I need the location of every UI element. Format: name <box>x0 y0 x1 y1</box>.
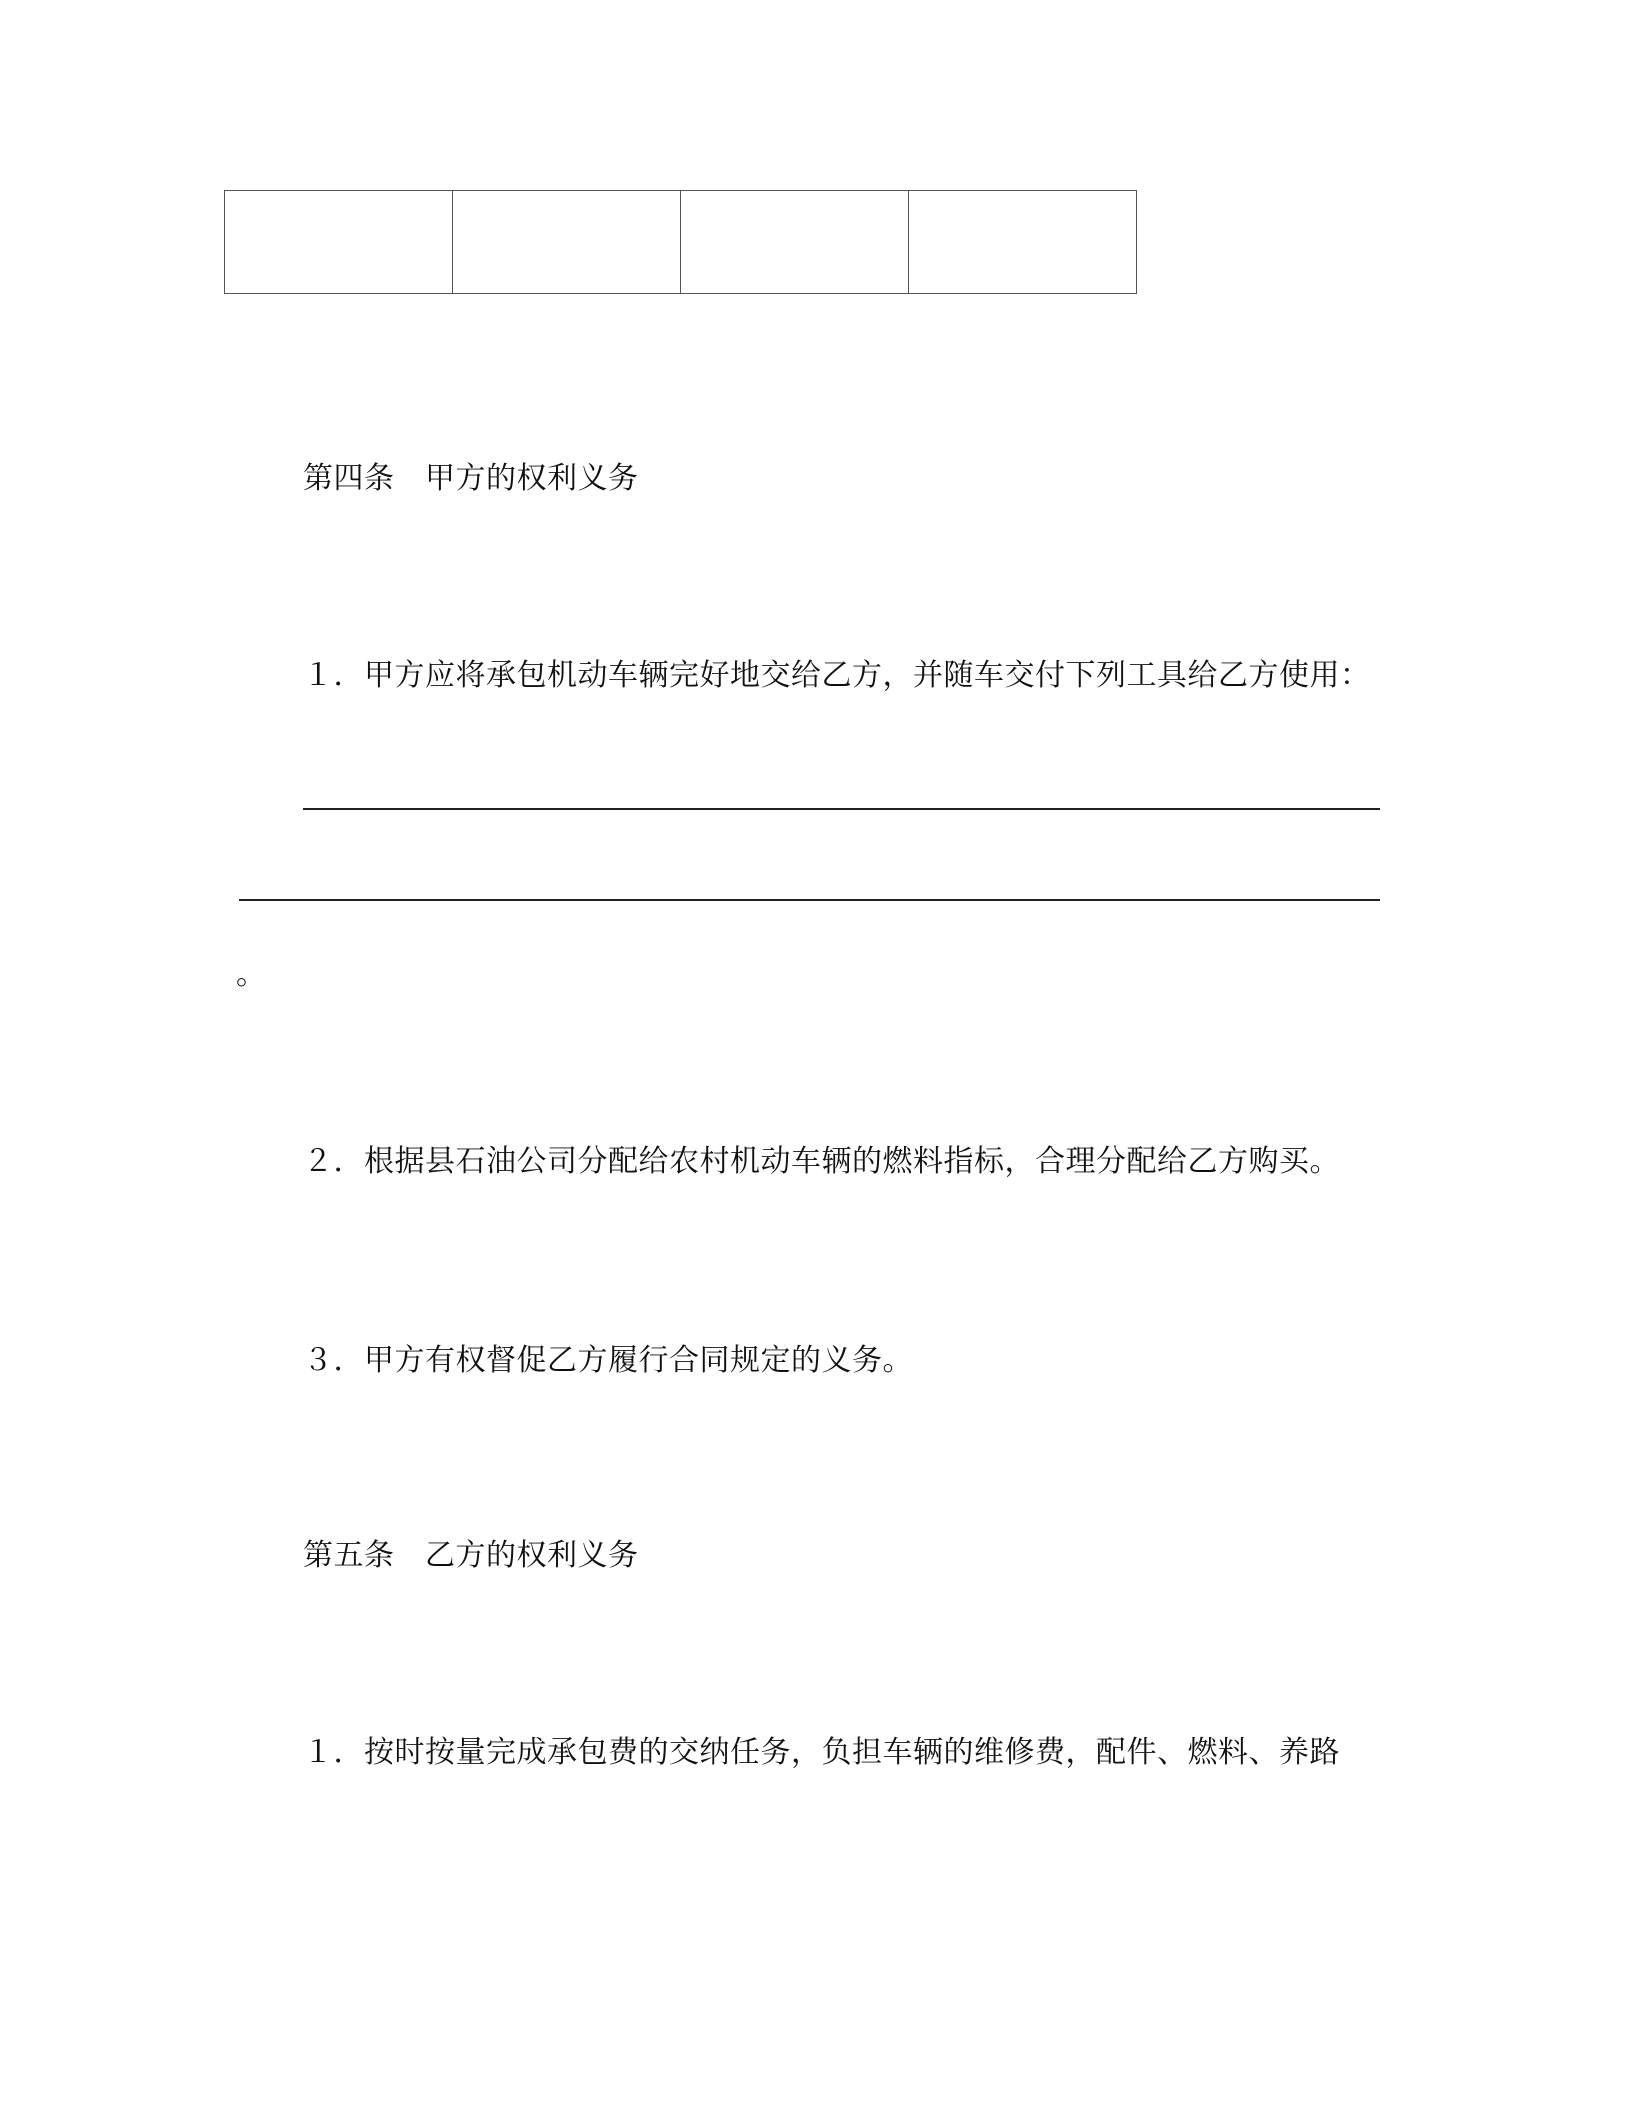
blank-table <box>224 190 1137 294</box>
table-cell <box>453 191 681 294</box>
article-4-item-3: ３．甲方有权督促乙方履行合同规定的义务。 <box>303 1343 913 1378</box>
fill-in-blank-line-1 <box>303 808 1380 810</box>
article-4-item-1-end: 。 <box>236 957 266 992</box>
fill-in-blank-line-2 <box>239 899 1380 901</box>
article-5-item-1: １．按时按量完成承包费的交纳任务，负担车辆的维修费，配件、燃料、养路 <box>303 1735 1340 1770</box>
article-4-item-1: １．甲方应将承包机动车辆完好地交给乙方，并随车交付下列工具给乙方使用： <box>303 658 1371 693</box>
article-4-heading: 第四条 甲方的权利义务 <box>303 461 639 496</box>
table-row <box>225 191 1137 294</box>
article-4-item-2: ２．根据县石油公司分配给农村机动车辆的燃料指标，合理分配给乙方购买。 <box>303 1144 1340 1179</box>
table-cell <box>681 191 909 294</box>
table-cell <box>909 191 1137 294</box>
article-5-heading: 第五条 乙方的权利义务 <box>303 1538 639 1573</box>
table-cell <box>225 191 453 294</box>
